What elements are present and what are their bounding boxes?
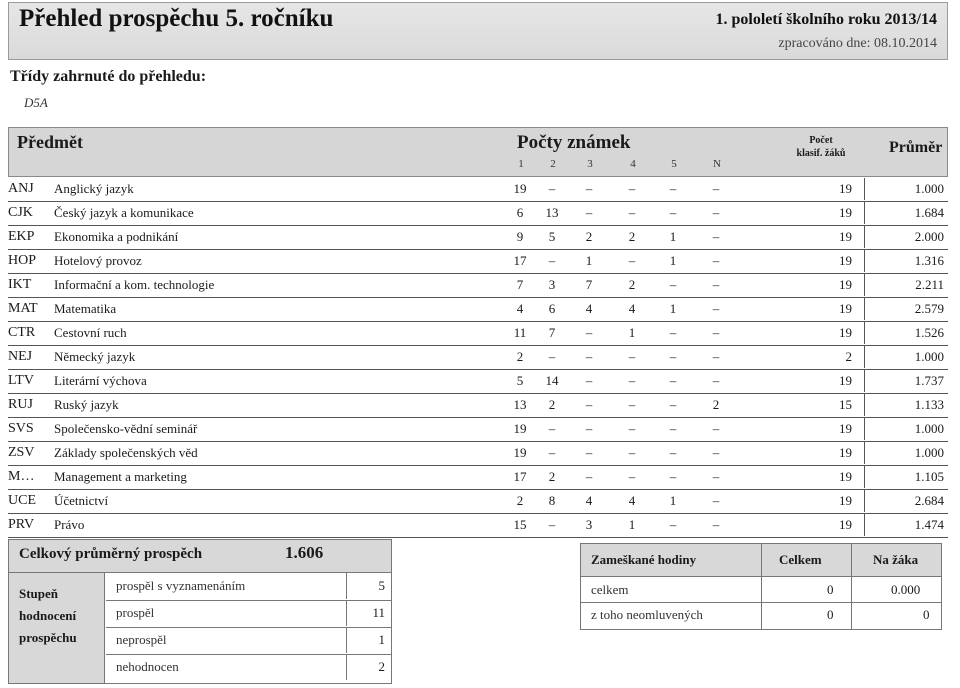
absence-header: Zameškané hodiny [591, 552, 697, 567]
subject-name: Účetnictví [54, 493, 109, 508]
table-row [8, 394, 948, 418]
grade-col-n: N [713, 158, 721, 170]
students-header-line2: klasif. žáků [796, 148, 846, 159]
subject-code: IKT [8, 277, 32, 292]
grade-count: 4 [516, 301, 524, 316]
students-count: 19 [839, 277, 852, 292]
students-count: 19 [839, 301, 852, 316]
students-header [781, 134, 861, 160]
grade-count: – [548, 517, 556, 532]
grade-count: 8 [548, 493, 556, 508]
subject-code: RUJ [8, 397, 33, 412]
table-row [8, 298, 948, 322]
grade-count: 2 [712, 397, 720, 412]
grade-count: – [712, 445, 720, 460]
grade-count: 15 [513, 517, 527, 532]
grade-count: 4 [628, 493, 636, 508]
subject-name: Anglický jazyk [54, 181, 134, 196]
students-count: 2 [845, 349, 852, 364]
grade-count: – [628, 181, 636, 196]
table-row [8, 442, 948, 466]
grade-count: 6 [516, 205, 524, 220]
absence-row-label: celkem [591, 582, 629, 597]
grade-count: 1 [669, 301, 677, 316]
subject-name: Ruský jazyk [54, 397, 119, 412]
grade-count: – [712, 277, 720, 292]
outcome-row [106, 627, 391, 655]
grade-count: – [669, 517, 677, 532]
outcome-count: 2 [378, 659, 385, 674]
students-count: 19 [839, 229, 852, 244]
grade-count: 19 [513, 181, 527, 196]
subject-average: 2.211 [915, 277, 944, 292]
grade-level-label-2: hodnocení [19, 608, 77, 623]
subject-name: Informační a kom. technologie [54, 277, 215, 292]
grade-count: 1 [628, 517, 636, 532]
grade-count: – [585, 445, 593, 460]
grade-count: – [669, 181, 677, 196]
subject-name: Ekonomika a podnikání [54, 229, 179, 244]
subject-name: Literární výchova [54, 373, 147, 388]
table-row [8, 202, 948, 226]
grade-count: – [585, 181, 593, 196]
outcome-label: nehodnocen [116, 659, 179, 674]
subject-average: 1.000 [914, 421, 944, 436]
subject-name: Matematika [54, 301, 117, 316]
absence-table [580, 543, 942, 630]
grade-count: 13 [545, 205, 559, 220]
grade-count: 9 [516, 229, 524, 244]
subject-average: 1.000 [914, 445, 944, 460]
grade-count: 14 [545, 373, 559, 388]
grade-count: – [585, 421, 593, 436]
grade-count: – [712, 205, 720, 220]
absence-row-label: z toho neomluvených [591, 607, 703, 622]
overall-label: Celkový průměrný prospěch [19, 546, 203, 562]
grade-count: 17 [513, 253, 527, 268]
table-row [8, 514, 948, 538]
classes-value: D5A [24, 95, 48, 110]
grade-count: – [669, 349, 677, 364]
absence-row-per: 0 [923, 607, 930, 622]
absence-col-total: Celkem [779, 552, 822, 567]
outcome-count: 5 [378, 578, 385, 593]
table-row [8, 250, 948, 274]
table-row [8, 490, 948, 514]
absence-row-per: 0.000 [891, 582, 921, 597]
grade-level-label [9, 573, 105, 683]
students-count: 19 [839, 325, 852, 340]
table-row [8, 274, 948, 298]
subject-code: PRV [8, 517, 35, 532]
grade-count: – [585, 397, 593, 412]
grade-count: – [669, 205, 677, 220]
grade-count: – [585, 349, 593, 364]
grade-count: – [585, 325, 593, 340]
grade-count: – [628, 397, 636, 412]
grade-count: 5 [516, 373, 524, 388]
subject-average: 1.526 [914, 325, 944, 340]
grade-count: – [712, 493, 720, 508]
grade-count: – [548, 421, 556, 436]
counts-header: Počty známek [517, 132, 631, 153]
students-count: 19 [839, 493, 852, 508]
grade-count: 19 [513, 421, 527, 436]
subject-name: Německý jazyk [54, 349, 136, 364]
subject-average: 1.737 [914, 373, 944, 388]
grade-count: 3 [548, 277, 556, 292]
average-header: Průměr [889, 139, 943, 156]
grade-count: – [548, 253, 556, 268]
grade-count: 1 [669, 253, 677, 268]
subject-header: Předmět [17, 132, 83, 152]
grade-count: 2 [548, 397, 556, 412]
grade-count: – [585, 205, 593, 220]
grade-count: 4 [628, 301, 636, 316]
grade-count: 2 [548, 469, 556, 484]
outcome-row [106, 600, 391, 628]
table-row [8, 346, 948, 370]
grade-count: 13 [513, 397, 527, 412]
overall-header [9, 540, 391, 573]
table-row [8, 226, 948, 250]
students-count: 19 [839, 421, 852, 436]
grade-count: 19 [513, 445, 527, 460]
subject-average: 2.579 [914, 301, 944, 316]
subject-average: 1.474 [914, 517, 944, 532]
grade-count: 17 [513, 469, 527, 484]
students-count: 15 [839, 397, 852, 412]
outcome-count: 11 [372, 605, 385, 620]
grade-count: 7 [585, 277, 593, 292]
subject-average: 1.316 [914, 253, 944, 268]
subject-average: 2.000 [914, 229, 944, 244]
outcome-label: prospěl s vyznamenáním [116, 578, 246, 593]
table-row [8, 178, 948, 202]
grade-count: – [712, 301, 720, 316]
grade-count: – [712, 373, 720, 388]
subject-code: EKP [8, 229, 35, 244]
grade-count: – [669, 397, 677, 412]
grade-count: – [548, 181, 556, 196]
grade-level-label-3: prospěchu [19, 630, 77, 645]
grade-count: – [712, 349, 720, 364]
subject-name: Český jazyk a komunikace [54, 205, 194, 220]
grade-count: 5 [548, 229, 556, 244]
students-count: 19 [839, 205, 852, 220]
absence-col-per: Na žáka [873, 552, 919, 567]
grade-count: – [628, 373, 636, 388]
subject-name: Hotelový provoz [54, 253, 142, 268]
grade-count: – [548, 349, 556, 364]
subject-average: 1.000 [914, 349, 944, 364]
grade-col-3: 3 [587, 158, 593, 170]
overall-summary [8, 539, 392, 684]
grade-count: 1 [628, 325, 636, 340]
grade-count: 4 [585, 493, 593, 508]
subject-average: 1.105 [914, 469, 944, 484]
grade-count: – [712, 469, 720, 484]
outcome-label: neprospěl [116, 632, 167, 647]
subject-name: Cestovní ruch [54, 325, 127, 340]
table-row [8, 466, 948, 490]
processed-date: zpracováno dne: 08.10.2014 [778, 36, 937, 51]
subject-code: ANJ [8, 181, 34, 196]
outcome-row [106, 573, 391, 601]
subject-code: LTV [8, 373, 34, 388]
grade-count: – [669, 325, 677, 340]
grade-count: – [712, 517, 720, 532]
students-count: 19 [839, 445, 852, 460]
subject-name: Management a marketing [54, 469, 187, 484]
subject-code: M… [8, 469, 35, 484]
grade-count: 2 [628, 277, 636, 292]
grade-count: – [585, 373, 593, 388]
grade-count: – [628, 349, 636, 364]
grade-col-4: 4 [630, 158, 636, 170]
grade-count: – [628, 205, 636, 220]
grade-count: – [712, 253, 720, 268]
grade-count: – [669, 445, 677, 460]
grade-count: – [669, 373, 677, 388]
grade-count: 3 [585, 517, 593, 532]
grade-col-5: 5 [671, 158, 677, 170]
grade-count: 4 [585, 301, 593, 316]
subject-code: CJK [8, 205, 33, 220]
grade-col-1: 1 [518, 158, 524, 170]
outcome-count: 1 [378, 632, 385, 647]
grade-count: – [669, 421, 677, 436]
students-header-line1: Počet [809, 135, 833, 146]
grade-count: – [628, 253, 636, 268]
report-title: Přehled prospěchu 5. ročníku [19, 5, 334, 32]
students-count: 19 [839, 253, 852, 268]
absence-row-total: 0 [827, 607, 834, 622]
grade-count: – [712, 181, 720, 196]
table-row [8, 370, 948, 394]
grade-count: – [548, 445, 556, 460]
grade-count: – [628, 445, 636, 460]
absence-row-total: 0 [827, 582, 834, 597]
subject-code: CTR [8, 325, 36, 340]
grade-count: 6 [548, 301, 556, 316]
classes-heading: Třídy zahrnuté do přehledu: [10, 68, 207, 85]
overall-value: 1.606 [285, 543, 324, 562]
subject-code: UCE [8, 493, 36, 508]
grade-count: – [712, 229, 720, 244]
grade-count: 1 [585, 253, 593, 268]
grade-count: 11 [513, 325, 527, 340]
students-count: 19 [839, 373, 852, 388]
subject-name: Základy společenských věd [54, 445, 198, 460]
students-count: 19 [839, 469, 852, 484]
grade-count: 7 [516, 277, 524, 292]
outcome-label: prospěl [116, 605, 155, 620]
grade-count: 1 [669, 493, 677, 508]
subject-name: Společensko-vědní seminář [54, 421, 198, 436]
subject-average: 1.000 [914, 181, 944, 196]
grade-count: 1 [669, 229, 677, 244]
subject-code: HOP [8, 253, 37, 268]
subject-code: NEJ [8, 349, 33, 364]
subject-average: 2.684 [914, 493, 944, 508]
grade-count: – [669, 277, 677, 292]
table-row [8, 418, 948, 442]
grade-count: 2 [585, 229, 593, 244]
grade-count: – [712, 421, 720, 436]
subject-average: 1.684 [914, 205, 944, 220]
grade-count: – [669, 469, 677, 484]
subject-name: Právo [54, 517, 85, 532]
table-header [8, 127, 948, 177]
students-count: 19 [839, 181, 852, 196]
outcome-row [106, 654, 391, 681]
subject-code: SVS [8, 421, 34, 436]
grade-count: 2 [516, 349, 524, 364]
grade-count: – [628, 421, 636, 436]
grade-count: 2 [628, 229, 636, 244]
grade-level-label-1: Stupeň [19, 586, 59, 601]
grade-count: 2 [516, 493, 524, 508]
report-header [8, 2, 948, 60]
subject-code: MAT [8, 301, 38, 316]
subject-average: 1.133 [914, 397, 944, 412]
grade-col-2: 2 [550, 158, 556, 170]
students-count: 19 [839, 517, 852, 532]
grade-count: – [628, 469, 636, 484]
term-label: 1. pololetí školního roku 2013/14 [715, 11, 937, 28]
subject-code: ZSV [8, 445, 35, 460]
grade-count: – [712, 325, 720, 340]
grade-count: – [585, 469, 593, 484]
grade-count: 7 [548, 325, 556, 340]
subject-table-body [8, 178, 948, 538]
table-row [8, 322, 948, 346]
